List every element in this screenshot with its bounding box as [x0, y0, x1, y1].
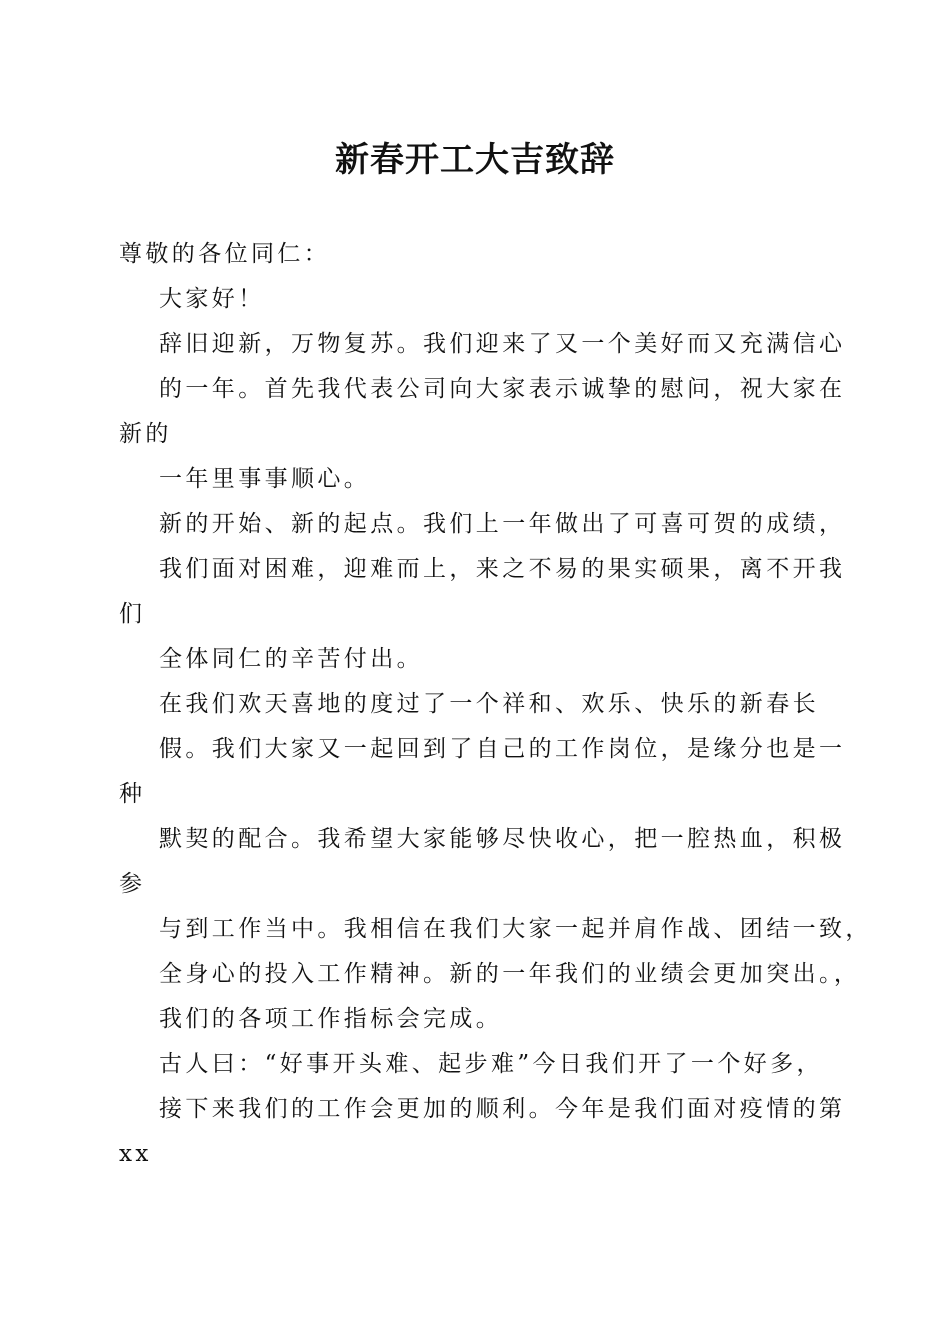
paragraph-line: xx — [119, 1141, 152, 1167]
paragraph-line: 我们面对困难，迎难而上，来之不易的果实硕果，离不开我 — [159, 556, 846, 582]
greeting: 大家好！ — [159, 286, 265, 312]
paragraph-line: 默契的配合。我希望大家能够尽快收心，把一腔热血，积极 — [159, 826, 846, 852]
paragraph-line: 新的 — [119, 421, 172, 447]
paragraph-line: 接下来我们的工作会更加的顺利。今年是我们面对疫情的第 — [159, 1096, 846, 1122]
paragraph-line: 全身心的投入工作精神。新的一年我们的业绩会更加突出。， — [159, 961, 861, 987]
paragraph-line: 的一年。首先我代表公司向大家表示诚挚的慰问，祝大家在 — [159, 376, 846, 402]
paragraph-line: 在我们欢天喜地的度过了一个祥和、欢乐、快乐的新春长 — [159, 691, 819, 717]
paragraph-line: 们 — [119, 601, 146, 627]
paragraph-line: 我们的各项工作指标会完成。 — [159, 1006, 503, 1032]
paragraph-line: 假。我们大家又一起回到了自己的工作岗位，是缘分也是一 — [159, 736, 846, 762]
paragraph-line: 参 — [119, 871, 146, 897]
salutation: 尊敬的各位同仁： — [119, 241, 331, 267]
paragraph-line: 古人曰：“好事开头难、起步难”今日我们开了一个好多， — [159, 1051, 823, 1077]
document-title: 新春开工大吉致辞 — [335, 140, 615, 180]
paragraph-line: 辞旧迎新，万物复苏。我们迎来了又一个美好而又充满信心 — [159, 331, 846, 357]
paragraph-line: 新的开始、新的起点。我们上一年做出了可喜可贺的成绩， — [159, 511, 846, 537]
paragraph-line: 一年里事事顺心。 — [159, 466, 371, 492]
paragraph-line: 与到工作当中。我相信在我们大家一起并肩作战、团结一致， — [159, 916, 872, 942]
paragraph-line: 全体同仁的辛苦付出。 — [159, 646, 423, 672]
paragraph-line: 种 — [119, 781, 146, 807]
